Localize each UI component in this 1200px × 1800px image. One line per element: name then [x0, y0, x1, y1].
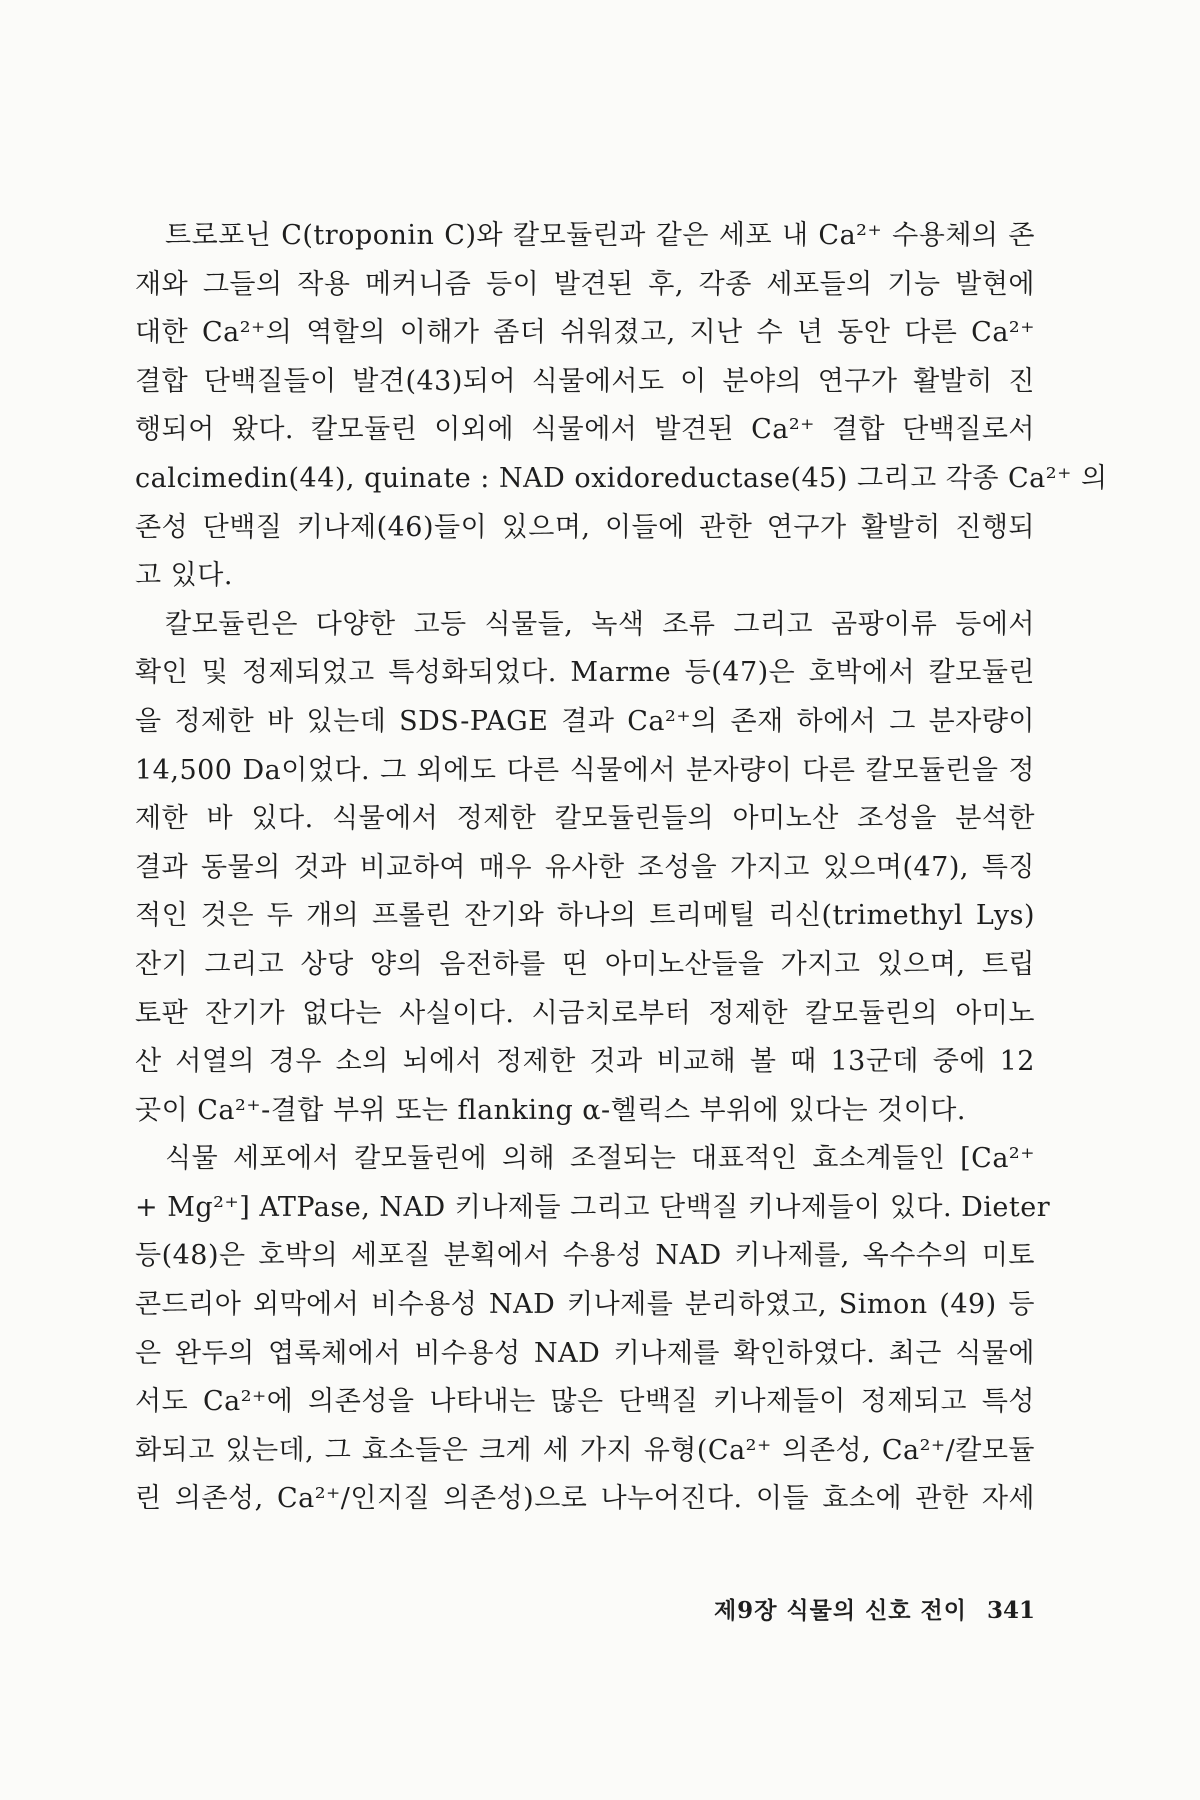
- text-line: 확인 및 정제되었고 특성화되었다. Marme 등(47)은 호박에서 칼모듈린: [135, 657, 1035, 689]
- paragraph: [135, 601, 1035, 1136]
- text-line: 고 있다.: [135, 560, 233, 592]
- text-line: 제한 바 있다. 식물에서 정제한 칼모듈린들의 아미노산 조성을 분석한: [135, 803, 1035, 835]
- text-line: 14,500 Da이었다. 그 외에도 다른 식물에서 분자량이 다른 칼모듈린을 정: [135, 754, 1035, 786]
- page-number: 341: [986, 1597, 1035, 1624]
- text-line: 트로포닌 C(troponin C)와 칼모듈린과 같은 세포 내 Ca²⁺ 수용체의 존: [165, 220, 1035, 251]
- text-line: 서도 Ca²⁺에 의존성을 나타내는 많은 단백질 키나제들이 정제되고 특성: [135, 1386, 1035, 1418]
- running-footer: [0, 1592, 1035, 1625]
- paragraph: [135, 212, 1108, 601]
- text-line: 행되어 왔다. 칼모듈린 이외에 식물에서 발견된 Ca²⁺ 결합 단백질로서: [135, 414, 1035, 446]
- text-line: calcimedin(44), quinate : NAD oxidoreductase(45) 그리고 각종 Ca²⁺ 의: [135, 462, 1108, 494]
- text-line: 잔기 그리고 상당 양의 음전하를 띤 아미노산들을 가지고 있으며, 트립: [135, 948, 1035, 980]
- text-line: 대한 Ca²⁺의 역할의 이해가 좀더 쉬워졌고, 지난 수 년 동안 다른 Ca²⁺: [135, 317, 1035, 349]
- text-line: 을 정제한 바 있는데 SDS-PAGE 결과 Ca²⁺의 존재 하에서 그 분자량이: [135, 705, 1035, 737]
- text-line: 칼모듈린은 다양한 고등 식물들, 녹색 조류 그리고 곰팡이류 등에서: [165, 608, 1035, 640]
- text-line: 등(48)은 호박의 세포질 분획에서 수용성 NAD 키나제를, 옥수수의 미토: [135, 1240, 1035, 1272]
- text-line: 린 의존성, Ca²⁺/인지질 의존성)으로 나누어진다. 이들 효소에 관한 자세: [135, 1483, 1035, 1515]
- text-line: 콘드리아 외막에서 비수용성 NAD 키나제를 분리하였고, Simon (49) 등: [135, 1289, 1035, 1321]
- body-text: [135, 212, 1108, 1524]
- text-line: 곳이 Ca²⁺-결합 부위 또는 flanking α-헬릭스 부위에 있다는 것이다.: [135, 1094, 966, 1126]
- text-line: 화되고 있는데, 그 효소들은 크게 세 가지 유형(Ca²⁺ 의존성, Ca²⁺/칼모듈: [135, 1434, 1035, 1466]
- paragraph: [135, 1135, 1051, 1524]
- text-line: 토판 잔기가 없다는 사실이다. 시금치로부터 정제한 칼모듈린의 아미노: [135, 997, 1035, 1029]
- text-line: 적인 것은 두 개의 프롤린 잔기와 하나의 트리메틸 리신(trimethyl Lys): [135, 900, 1035, 932]
- text-line: + Mg²⁺] ATPase, NAD 키나제들 그리고 단백질 키나제들이 있다. Dieter: [135, 1191, 1051, 1223]
- text-line: 결합 단백질들이 발견(43)되어 식물에서도 이 분야의 연구가 활발히 진: [135, 365, 1035, 397]
- text-line: 존성 단백질 키나제(46)들이 있으며, 이들에 관한 연구가 활발히 진행되: [135, 511, 1035, 543]
- text-line: 산 서열의 경우 소의 뇌에서 정제한 것과 비교해 볼 때 13군데 중에 12: [135, 1046, 1035, 1078]
- text-line: 재와 그들의 작용 메커니즘 등이 발견된 후, 각종 세포들의 기능 발현에: [135, 268, 1035, 300]
- text-line: 은 완두의 엽록체에서 비수용성 NAD 키나제를 확인하였다. 최근 식물에: [135, 1337, 1035, 1369]
- chapter-title: 제9장 식물의 신호 전이: [713, 1597, 967, 1624]
- text-line: 결과 동물의 것과 비교하여 매우 유사한 조성을 가지고 있으며(47), 특징: [135, 851, 1035, 883]
- text-line: 식물 세포에서 칼모듈린에 의해 조절되는 대표적인 효소계들인 [Ca²⁺: [165, 1143, 1035, 1175]
